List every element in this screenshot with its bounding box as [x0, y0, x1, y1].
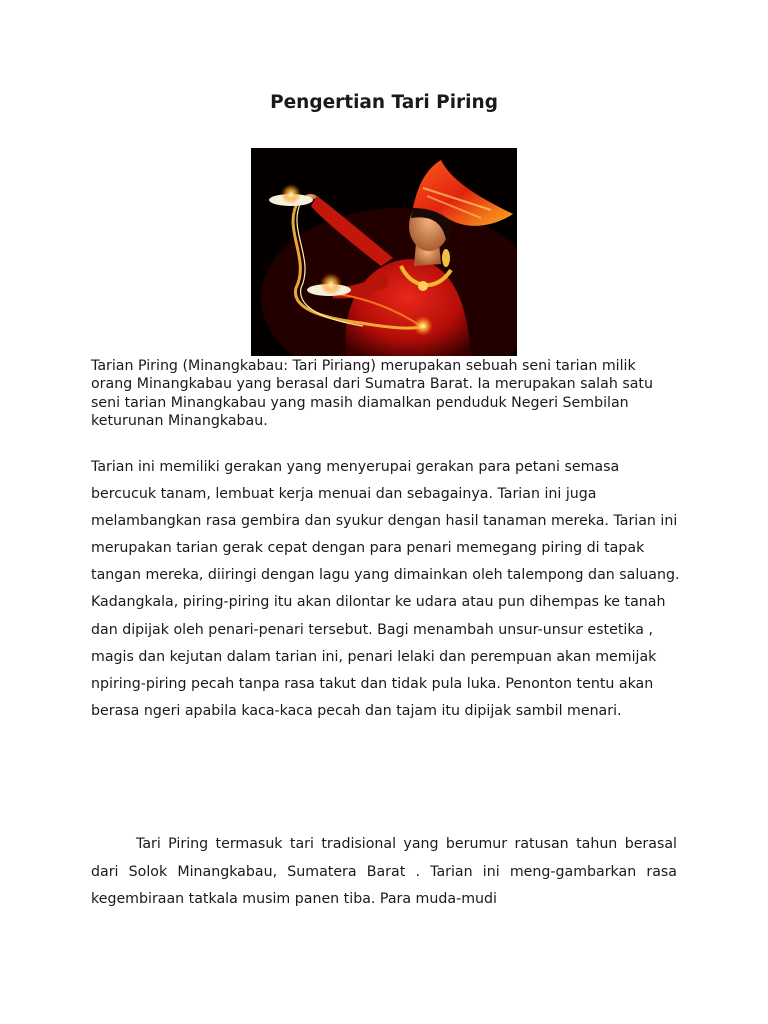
page-title: Pengertian Tari Piring: [270, 92, 498, 113]
paragraph-description: Tarian ini memiliki gerakan yang menyerupai gerakan para petani semasa bercucuk tanam, lembuat kerja menuai dan sebagainya. Tarian ini juga melambangkan rasa gembira dan syukur dengan hasil tanaman mereka. Tarian ini merupakan tarian gerak cepat dengan para penari memegang piring di tapak tangan mereka, diiringi dengan lagu yang dimainkan oleh talempong dan saluang. Kadangkala, piring-piring itu akan dilontar ke udara atau pun dihempas ke tanah dan dipijak oleh penari-penari tersebut. Bagi menambah unsur-unsur estetika , magis dan kejutan dalam tarian ini, penari lelaki dan perempuan akan memijak npiring-piring pecah tanpa rasa takut dan tidak pula luka. Penonton tentu akan berasa ngeri apabila kaca-kaca pecah dan tajam itu dipijak sambil menari.: [91, 459, 680, 719]
paragraph-intro: Tarian Piring (Minangkabau: Tari Piriang) merupakan sebuah seni tarian milik orang Minangkabau yang berasal dari Sumatra Barat. Ia merupakan salah satu seni tarian Minangkabau yang masih diamalkan penduduk Negeri Sembilan keturunan Minangkabau.: [91, 358, 653, 429]
dancer-photo: [251, 148, 517, 356]
paragraph-history: Tari Piring termasuk tari tradisional yang berumur ratusan tahun berasal dari Solok Minangkabau, Sumatera Barat . Tarian ini meng-gambarkan rasa kegembiraan tatkala musim panen tiba. Para muda-mudi: [91, 836, 677, 907]
